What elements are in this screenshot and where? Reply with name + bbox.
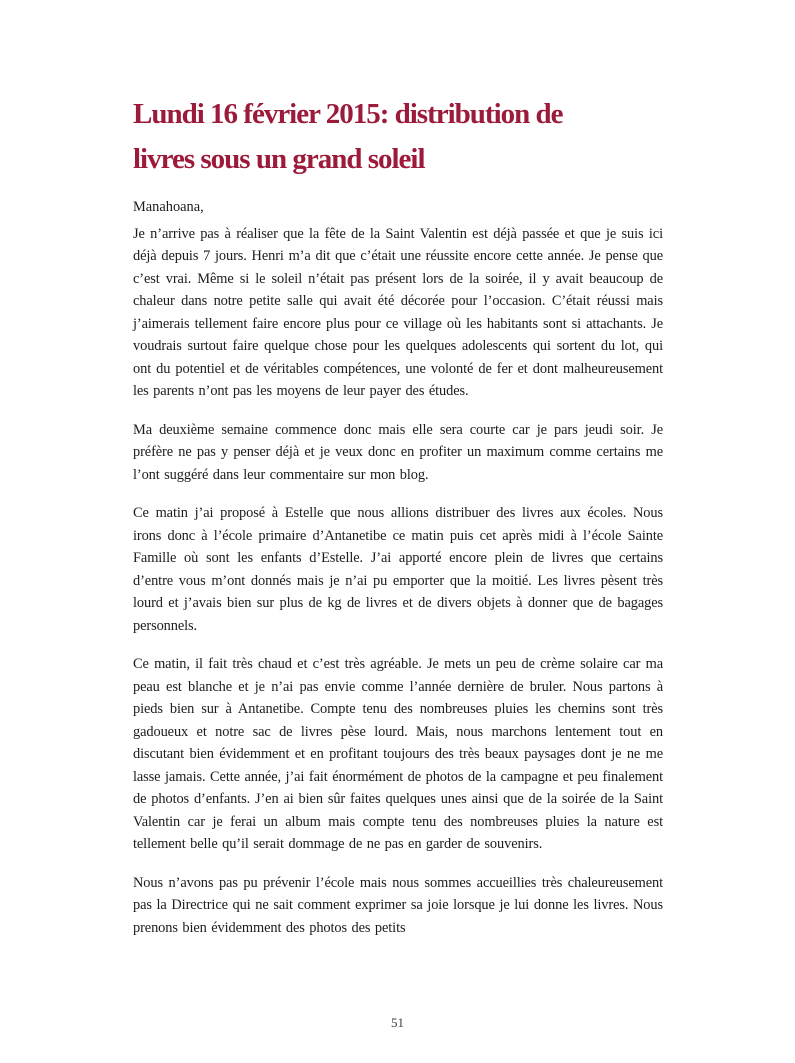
- page-number: 51: [391, 1015, 404, 1030]
- post-paragraph-1: Je n’arrive pas à réaliser que la fête de la Saint Valentin est déjà passée et que je suis ici déjà depuis 7 jours. Henri m’a dit que c’était une réussite encore cette année. Je pense que c’est vrai. Même si le soleil n’était pas présent lors de la soirée, il y avait beaucoup de chaleur dans notre petite salle qui avait été décorée pour l’occasion. C’était réussi mais j’aimerais tellement faire encore plus pour ce village où les habitants sont si attachants. Je voudrais surtout faire quelque chose pour les quelques adolescents qui sortent du lot, qui ont du potentiel et de véritables compétences, une volonté de fer et dont malheureusement les parents n’ont pas les moyens de leur payer des études.: [133, 225, 663, 399]
- post-paragraph-5: Nous n’avons pas pu prévenir l’école mais nous sommes accueillies très chaleureusement pas la Directrice qui ne sait comment exprimer sa joie lorsque je lui donne les livres. Nous prenons bien évidemment des photos des petits: [133, 874, 663, 936]
- post-title-line-2: livres sous un grand soleil: [133, 143, 425, 175]
- blog-post-content: [133, 92, 663, 955]
- post-title: [133, 92, 663, 182]
- greeting-text: Manahoana,: [133, 199, 204, 215]
- post-paragraph-2: Ma deuxième semaine commence donc mais elle sera courte car je pars jeudi soir. Je préfère ne pas y penser déjà et je veux donc en profiter un maximum comme certains me l’ont suggéré dans leur commentaire sur mon blog.: [133, 421, 663, 483]
- post-title-line-1: Lundi 16 février 2015: distribution de: [133, 98, 563, 130]
- post-paragraph-3: Ce matin j’ai proposé à Estelle que nous allions distribuer des livres aux écoles. Nous irons donc à l’école primaire d’Antanetibe ce matin puis cet après midi à l’école Sainte Famille où sont les enfants d’Estelle. J’ai apporté encore plein de livres que certains d’entre vous m’ont donnés mais je n’ai pu emporter que la moitié. Les livres pèsent très lourd et j’avais bien sur plus de kg de livres et de divers objets à donner que de bagages personnels.: [133, 505, 663, 634]
- page-footer: [0, 1014, 795, 1032]
- post-paragraph-4: Ce matin, il fait très chaud et c’est très agréable. Je mets un peu de crème solaire car ma peau est blanche et je n’ai pas envie comme l’année dernière de bruler. Nous partons à pieds bien sur à Antanetibe. Compte tenu des nombreuses pluies les chemins sont très gadoueux et notre sac de livres pèse lourd. Mais, nous marchons lentement tout en discutant bien évidemment et en profitant toujours des très beaux paysages dont je ne me lasse jamais. Cette année, j’ai fait énormément de photos de la campagne et peu finalement de photos d’enfants. J’en ai bien sûr faites quelques unes ainsi que de la soirée de la Saint Valentin car je ferai un album mais compte tenu des nombreuses pluies la nature est tellement belle qu’il serait dommage de ne pas en garder de souvenirs.: [133, 656, 663, 852]
